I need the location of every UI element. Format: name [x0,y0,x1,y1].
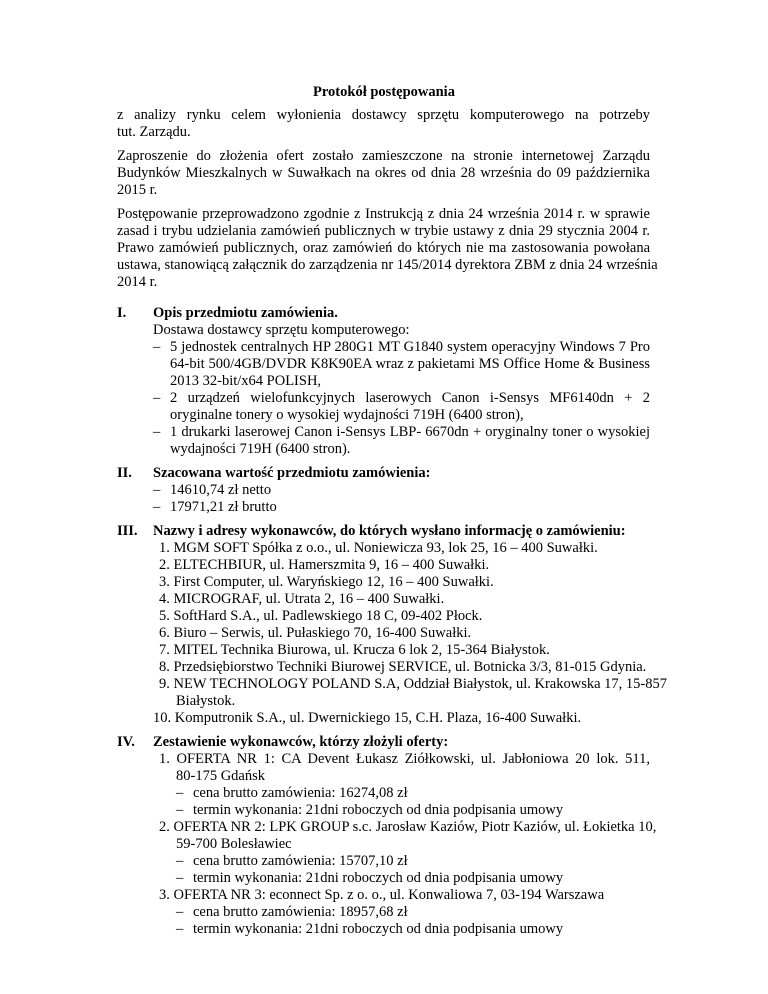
s2-netto: 14610,74 zł netto [170,482,272,498]
s3-list-item: 8. Przedsiębiorstwo Techniki Biurowej SERVICE, ul. Botnicka 3/3, 81-015 Gdynia. [159,659,647,675]
s1-item1-line2: 64-bit 500/4GB/DVDR K8K90EA wraz z pakietami MS Office Home & Business [170,356,650,372]
s1-item2-line2: oryginalne tonery o wysokiej wydajności 719H (6400 stron), [170,407,524,423]
section-4-heading: Zestawienie wykonawców, którzy złożyli oferty: [153,734,449,750]
s3-list-item: 2. ELTECHBIUR, ul. Hamerszmita 9, 16 – 400 Suwałki. [159,557,490,573]
intro-p3-line2: zasad i trybu udzielania zamówień publicznych w trybie ustawy z dnia 29 stycznia 2004 r. [117,223,650,239]
s3-list-item: 7. MITEL Technika Biurowa, ul. Krucza 6 lok 2, 15-364 Białystok. [159,642,550,658]
s1-item3-line1: 1 drukarki laserowej Canon i-Sensys LBP- 6670dn + oryginalny toner o wysokiej [170,424,650,440]
offer-3-price: cena brutto zamówienia: 18957,68 zł [193,904,408,920]
bullet-dash: – [176,785,184,801]
s1-item3-line2: wydajności 719H (6400 stron). [170,441,351,457]
offer-2-price: cena brutto zamówienia: 15707,10 zł [193,853,408,869]
s3-list-item: 3. First Computer, ul. Waryńskiego 12, 16 – 400 Suwałki. [159,574,494,590]
bullet-dash: – [176,921,184,937]
bullet-dash: – [176,853,184,869]
section-4-number: IV. [117,734,135,750]
section-1-lead: Dostawa dostawcy sprzętu komputerowego: [153,322,410,338]
intro-p2-line2: Budynków Mieszkalnych w Suwałkach na okres od dnia 28 września do 09 października [117,165,650,181]
s3-list-item: 6. Biuro – Serwis, ul. Pułaskiego 70, 16-400 Suwałki. [159,625,472,641]
offer-2-term: termin wykonania: 21dni roboczych od dnia podpisania umowy [193,870,564,886]
document-title: Protokół postępowania [313,84,455,100]
intro-p2-line1: Zaproszenie do złożenia ofert zostało zamieszczone na stronie internetowej Zarządu [117,148,650,164]
bullet-dash: – [153,499,161,515]
s3-list-item: 10. Komputronik S.A., ul. Dwernickiego 15, C.H. Plaza, 16-400 Suwałki. [153,710,582,726]
bullet-dash: – [153,482,161,498]
section-1-heading: Opis przedmiotu zamówienia. [153,305,338,321]
bullet-dash: – [176,870,184,886]
section-2-heading: Szacowana wartość przedmiotu zamówienia: [153,465,431,481]
intro-p3-line3: Prawo zamówień publicznych, oraz zamówień do których nie ma zastosowania powołana [117,240,650,256]
bullet-dash: – [176,904,184,920]
intro-p1-line2: tut. Zarządu. [117,124,191,140]
section-3-heading: Nazwy i adresy wykonawców, do których wysłano informację o zamówieniu: [153,523,626,539]
intro-p1-line1: z analizy rynku celem wyłonienia dostawcy sprzętu komputerowego na potrzeby [117,107,650,123]
bullet-dash: – [153,390,161,406]
intro-p3-line5: 2014 r. [117,274,158,290]
offer-1-term: termin wykonania: 21dni roboczych od dnia podpisania umowy [193,802,564,818]
intro-p2-line3: 2015 r. [117,182,158,198]
offer-3-line1: 3. OFERTA NR 3: econnect Sp. z o. o., ul. Konwaliowa 7, 03-194 Warszawa [159,887,605,903]
s3-list-item-cont: Białystok. [176,693,236,709]
bullet-dash: – [153,339,161,355]
section-2-number: II. [117,465,132,481]
s1-item1-line1: 5 jednostek centralnych HP 280G1 MT G1840 system operacyjny Windows 7 Pro [170,339,650,355]
s1-item1-line3: 2013 32-bit/x64 POLISH, [170,373,322,389]
section-1-number: I. [117,305,127,321]
offer-3-term: termin wykonania: 21dni roboczych od dnia podpisania umowy [193,921,564,937]
s3-list-item: 1. MGM SOFT Spółka z o.o., ul. Noniewicza 93, lok 25, 16 – 400 Suwałki. [159,540,598,556]
s2-brutto: 17971,21 zł brutto [170,499,277,515]
offer-1-line1: 1. OFERTA NR 1: CA Devent Łukasz Ziółkowski, ul. Jabłoniowa 20 lok. 511, [159,751,650,767]
bullet-dash: – [176,802,184,818]
s3-list-item: 5. SoftHard S.A., ul. Padlewskiego 18 C, 09-402 Płock. [159,608,483,624]
intro-p3-line4: ustawa, stanowiącą załącznik do zarządzenia nr 145/2014 dyrektora ZBM z dnia 24 września [117,257,658,273]
offer-2-line2: 59-700 Bolesławiec [176,836,292,852]
offer-1-line2: 80-175 Gdańsk [176,768,266,784]
section-3-number: III. [117,523,138,539]
intro-p3-line1: Postępowanie przeprowadzono zgodnie z Instrukcją z dnia 24 września 2014 r. w sprawie [117,206,650,222]
s3-list-item: 9. NEW TECHNOLOGY POLAND S.A, Oddział Białystok, ul. Krakowska 17, 15-857 [159,676,667,692]
offer-2-line1: 2. OFERTA NR 2: LPK GROUP s.c. Jarosław Kaziów, Piotr Kaziów, ul. Łokietka 10, [159,819,657,835]
offer-1-price: cena brutto zamówienia: 16274,08 zł [193,785,408,801]
bullet-dash: – [153,424,161,440]
s3-list-item: 4. MICROGRAF, ul. Utrata 2, 16 – 400 Suwałki. [159,591,445,607]
s1-item2-line1: 2 urządzeń wielofunkcyjnych laserowych Canon i-Sensys MF6140dn + 2 [170,390,650,406]
